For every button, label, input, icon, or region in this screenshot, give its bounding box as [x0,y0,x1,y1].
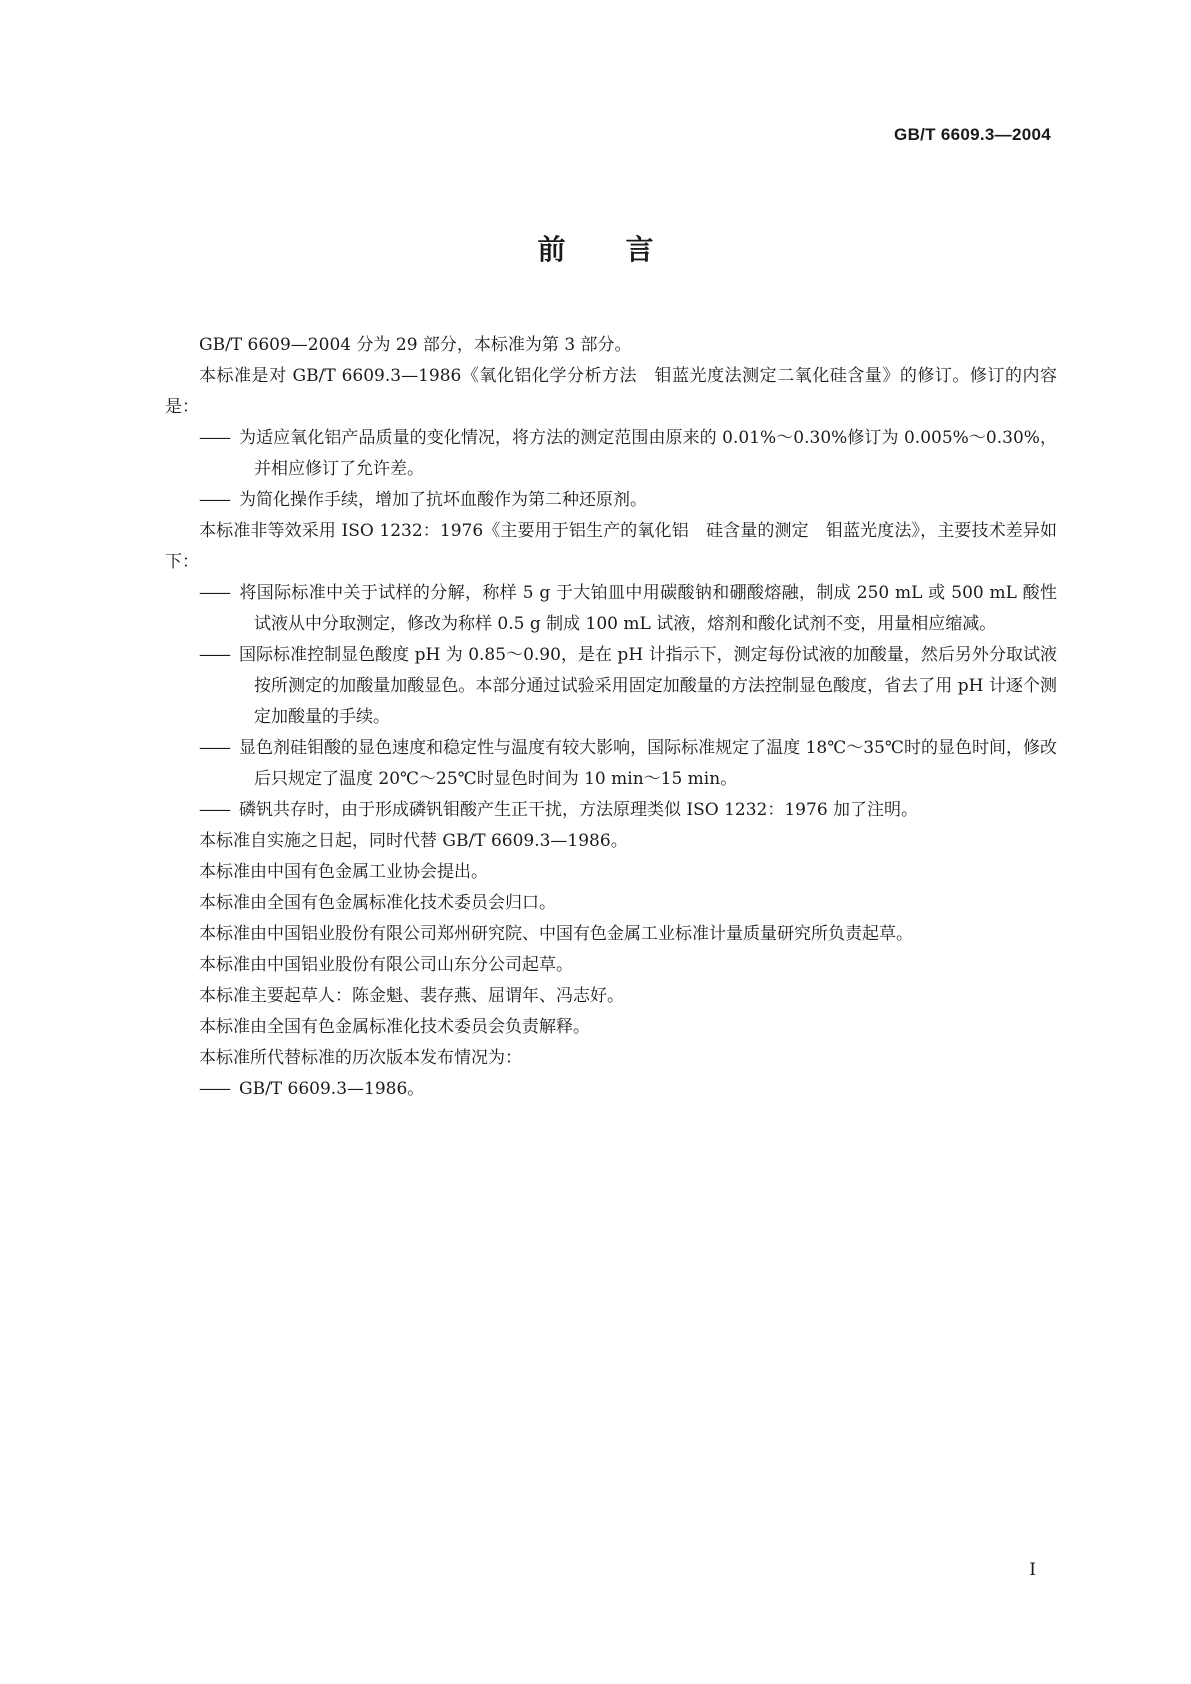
dash-marker: —— [199,583,229,603]
dash-marker: —— [199,490,229,510]
list-item-text: 磷钒共存时，由于形成磷钒钼酸产生正干扰，方法原理类似 ISO 1232：1976 加了注明。 [239,800,919,820]
paragraph: 本标准自实施之日起，同时代替 GB/T 6609.3—1986。 [199,831,628,851]
page-title [0,228,1191,268]
dash-marker: —— [199,800,229,820]
list-item [165,1074,1057,1105]
list-item [165,795,1057,826]
dash-marker: —— [199,738,229,758]
list-item-text: 将国际标准中关于试样的分解，称样 5 g 于大铂皿中用碳酸钠和硼酸熔融，制成 250 mL 或 500 mL 酸性试液从中分取测定，修改为称样 0.5 g 制成 100 mL 试液，熔剂和酸化试剂不变，用量相应缩减。 [239,583,1057,634]
page-number: I [1029,1560,1036,1580]
list-item-text: 显色剂硅钼酸的显色速度和稳定性与温度有较大影响，国际标准规定了温度 18℃～35℃时的显色时间，修改后只规定了温度 20℃～25℃时显色时间为 10 min～15 min。 [239,738,1057,789]
list-item-text: 为适应氧化铝产品质量的变化情况，将方法的测定范围由原来的 0.01%～0.30%修订为 0.005%～0.30%，并相应修订了允许差。 [239,428,1057,479]
dash-marker: —— [199,645,229,665]
list-item-text: GB/T 6609.3—1986。 [239,1079,425,1099]
paragraph: 本标准由全国有色金属标准化技术委员会归口。 [199,893,556,913]
list-item [165,423,1057,485]
list-item-text: 国际标准控制显色酸度 pH 为 0.85～0.90，是在 pH 计指示下，测定每份试液的加酸量，然后另外分取试液按所测定的加酸量加酸显色。本部分通过试验采用固定加酸量的方法控制显色酸度，省去了用 pH 计逐个测定加酸量的手续。 [239,645,1057,727]
foreword-body [165,330,1057,1105]
title-char-2: 言 [625,233,654,266]
paragraph: 本标准所代替标准的历次版本发布情况为： [199,1048,522,1068]
list-item [165,733,1057,795]
title-char-1: 前 [537,233,566,266]
list-item-text: 为简化操作手续，增加了抗坏血酸作为第二种还原剂。 [239,490,647,510]
paragraph: 本标准由中国有色金属工业协会提出。 [199,862,488,882]
standard-number: GB/T 6609.3—2004 [894,125,1051,144]
paragraph: 本标准由全国有色金属标准化技术委员会负责解释。 [199,1017,590,1037]
paragraph: 本标准由中国铝业股份有限公司郑州研究院、中国有色金属工业标准计量质量研究所负责起草。 [199,924,913,944]
paragraph: GB/T 6609—2004 分为 29 部分，本标准为第 3 部分。 [199,335,632,355]
dash-marker: —— [199,1079,229,1099]
paragraph: 本标准由中国铝业股份有限公司山东分公司起草。 [199,955,573,975]
paragraph: 本标准非等效采用 ISO 1232：1976《主要用于铝生产的氧化铝 硅含量的测定 钼蓝光度法》，主要技术差异如下： [165,521,1057,572]
list-item [165,578,1057,640]
paragraph: 本标准是对 GB/T 6609.3—1986《氧化铝化学分析方法 钼蓝光度法测定二氧化硅含量》的修订。修订的内容是： [165,366,1057,417]
list-item [165,485,1057,516]
list-item [165,640,1057,733]
paragraph: 本标准主要起草人：陈金魁、裴存燕、屈谓年、冯志好。 [199,986,624,1006]
dash-marker: —— [199,428,229,448]
